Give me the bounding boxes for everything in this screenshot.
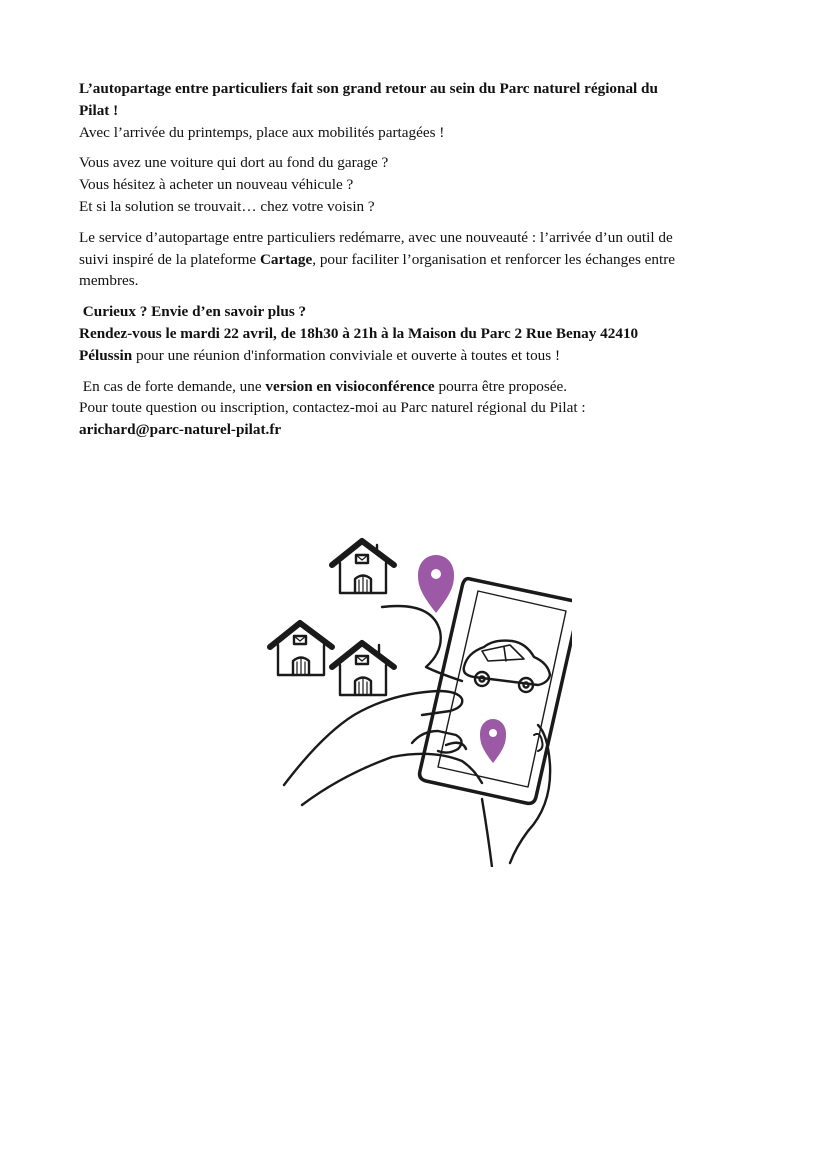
meeting-details: Rendez-vous le mardi 22 avril, de 18h30 à 21h à la Maison du Parc 2 Rue Benay 42410 — [79, 324, 639, 342]
document-body — [79, 78, 749, 450]
headline-line-2: Pilat ! — [79, 101, 119, 119]
intro-subtitle: Avec l’arrivée du printemps, place aux mobilités partagées ! — [79, 123, 445, 141]
house-icon — [332, 541, 394, 593]
carsharing-illustration — [262, 535, 572, 867]
contact-paragraph — [79, 376, 749, 441]
headline-line-1: L’autopartage entre particuliers fait son grand retour au sein du Parc naturel régional du — [79, 80, 658, 97]
house-icon — [332, 643, 394, 695]
meeting-paragraph — [79, 301, 749, 366]
intro-paragraph — [79, 78, 749, 143]
meeting-description: pour une réunion d'information conviviale et ouverte à toutes et tous ! — [132, 346, 561, 364]
service-line-2-end: , pour faciliter l’organisation et renforcer les échanges entre — [312, 250, 676, 268]
meeting-heading: Curieux ? Envie d’en savoir plus ? — [79, 303, 307, 321]
questions-paragraph — [79, 152, 749, 217]
meeting-town: Pélussin — [79, 346, 133, 364]
question-3: Et si la solution se trouvait… chez votre voisin ? — [79, 197, 375, 215]
question-1: Vous avez une voiture qui dort au fond du garage ? — [79, 154, 389, 172]
service-paragraph — [79, 227, 749, 292]
visio-line — [79, 376, 749, 398]
service-line-2 — [79, 249, 749, 271]
map-pin-icon — [418, 555, 454, 613]
question-2: Vous hésitez à acheter un nouveau véhicule ? — [79, 176, 354, 194]
contact-line: Pour toute question ou inscription, contactez-moi au Parc naturel régional du Pilat : — [79, 399, 586, 417]
contact-email[interactable]: arichard@parc-naturel-pilat.fr — [79, 421, 282, 439]
house-icon — [270, 623, 332, 675]
visio-text-end: pourra être proposée. — [434, 377, 568, 395]
meeting-location-line — [79, 345, 749, 367]
cartage-name: Cartage — [259, 250, 313, 268]
service-line-2-text: suivi inspiré de la plateforme — [79, 250, 260, 268]
service-line-1: Le service d’autopartage entre particuliers redémarre, avec une nouveauté : l’arrivée d’un outil de — [79, 228, 673, 246]
visio-highlight: version en visioconférence — [265, 377, 435, 395]
car-icon — [464, 641, 550, 692]
map-pin-icon — [480, 719, 506, 763]
visio-text: En cas de forte demande, une — [79, 377, 266, 395]
service-line-3: membres. — [79, 272, 139, 290]
